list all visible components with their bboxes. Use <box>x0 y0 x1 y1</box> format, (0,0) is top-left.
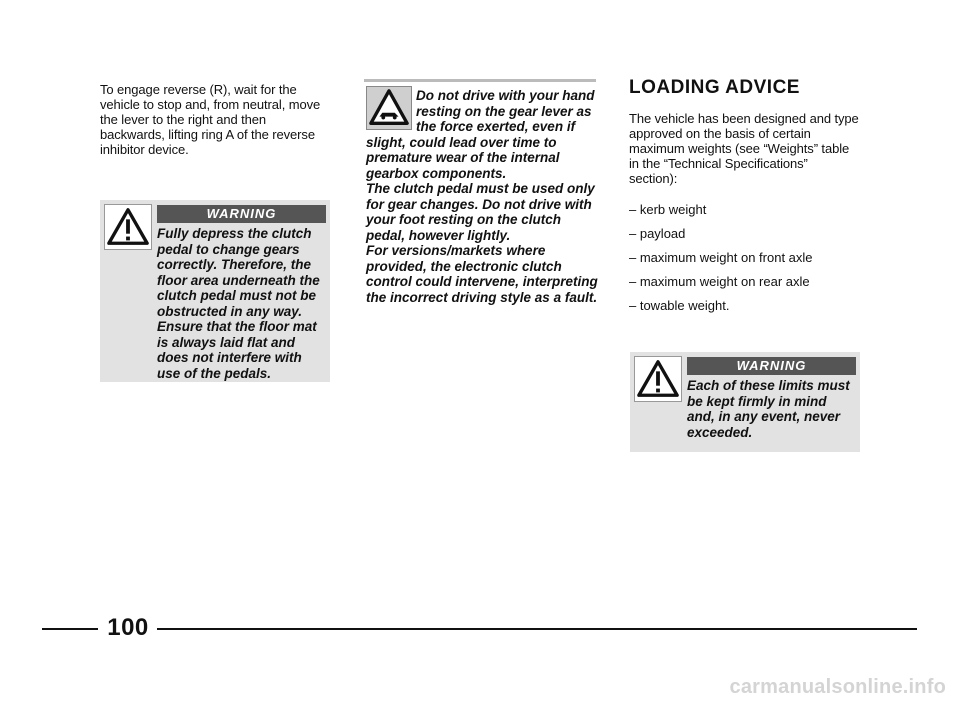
watermark: carmanualsonline.info <box>729 676 946 698</box>
caution-line-2: The clutch pedal must be used only for gear changes. Do not drive with your foot resting on the clutch pedal, however lightly. <box>366 181 595 243</box>
warning-text-body: Fully depress the clutch pedal to change gears correctly. Therefore, the floor area underneath the clutch pedal must not be obstructed in any way. Ensure that the floor mat is always laid flat and does not interfere with use of the pedals. <box>157 226 320 381</box>
warning-text <box>634 378 856 440</box>
caution-line-3: For versions/markets where provided, the electronic clutch control could intervene, interpreting the incorrect driving style as a fault. <box>366 243 598 305</box>
clutch-warning-box <box>100 200 330 382</box>
warning-text <box>104 226 326 381</box>
caution-line-1: Do not drive with your hand resting on the gear lever as the force exerted, even if slight, could lead over time to premature wear of the internal gearbox components. <box>366 88 595 181</box>
list-item: – towable weight. <box>629 298 730 313</box>
warning-banner: WARNING <box>157 205 326 223</box>
page-number: 100 <box>107 614 149 641</box>
list-item: – maximum weight on rear axle <box>629 274 810 289</box>
footer-rule-left <box>42 628 98 630</box>
list-item: – maximum weight on front axle <box>629 250 813 265</box>
warning-text-body: Each of these limits must be kept firmly in mind and, in any event, never exceeded. <box>687 378 850 440</box>
car-damage-triangle-icon <box>366 86 412 130</box>
footer-rule-right <box>157 628 917 630</box>
list-item: – payload <box>629 226 686 241</box>
warning-banner: WARNING <box>687 357 856 375</box>
loading-intro: The vehicle has been designed and type approved on the basis of certain maximum weights (see “Weights” table in the “Technical Specifications” section): <box>629 111 859 186</box>
section-rule <box>364 79 596 82</box>
reverse-gear-paragraph: To engage reverse (R), wait for the vehicle to stop and, from neutral, move the lever to the right and then backwards, lifting ring A of the reverse inhibitor device. <box>100 82 321 157</box>
list-item: – kerb weight <box>629 202 707 217</box>
section-title: LOADING ADVICE <box>629 77 800 98</box>
weight-limits-warning-box <box>630 352 860 452</box>
